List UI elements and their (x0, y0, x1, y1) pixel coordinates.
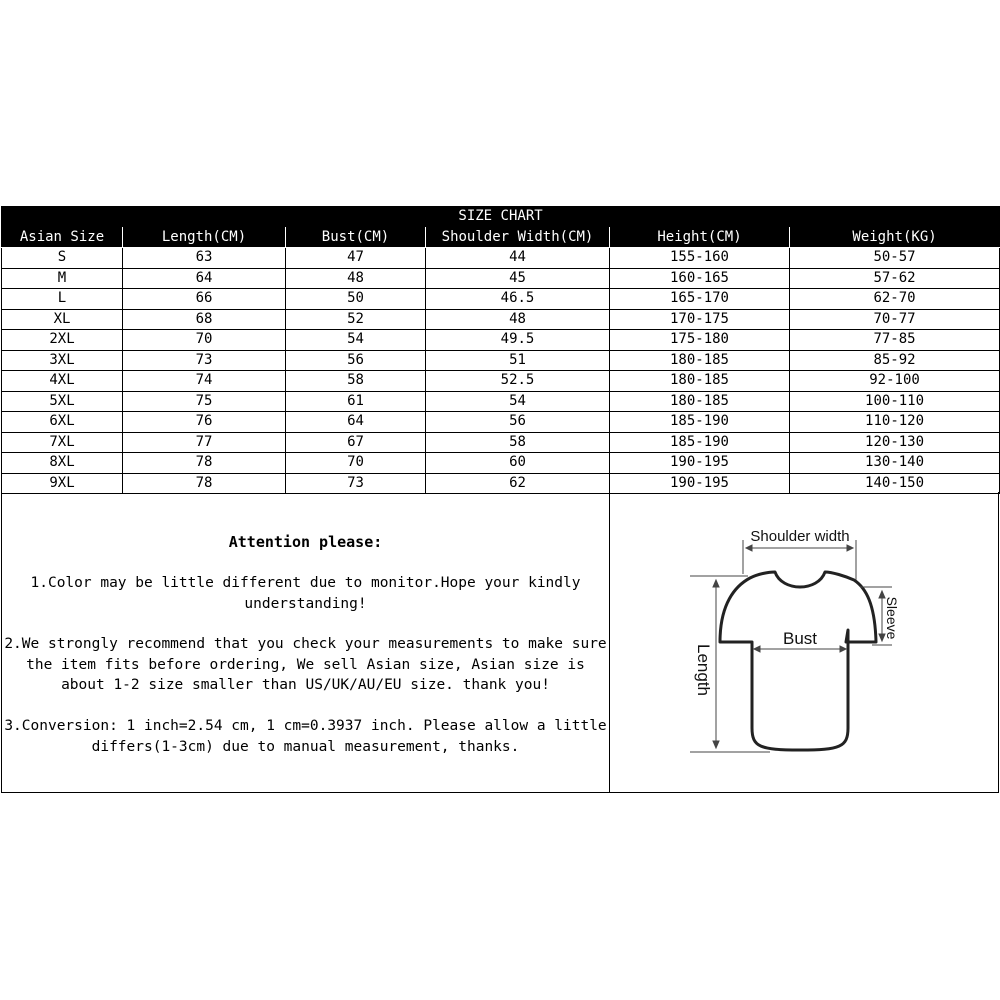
table-cell: 180-185 (610, 371, 790, 392)
table-cell: 2XL (2, 330, 123, 351)
table-cell: 85-92 (790, 350, 1000, 371)
table-cell: 120-130 (790, 432, 1000, 453)
column-header: Asian Size (2, 227, 123, 248)
table-cell: 56 (286, 350, 426, 371)
table-cell: 48 (286, 268, 426, 289)
table-cell: 180-185 (610, 350, 790, 371)
table-row (2, 289, 1000, 310)
note-conversion: 3.Conversion: 1 inch=2.54 cm, 1 cm=0.3937 inch. Please allow a little differs(1-3cm) due to manual measurement, thanks. (4, 718, 607, 755)
table-cell: 9XL (2, 473, 123, 494)
size-chart-table (1, 206, 1000, 494)
table-cell: 6XL (2, 412, 123, 433)
table-cell: 70-77 (790, 309, 1000, 330)
table-cell: 5XL (2, 391, 123, 412)
table-cell: 60 (426, 453, 610, 474)
column-header: Length(CM) (123, 227, 286, 248)
table-cell: 51 (426, 350, 610, 371)
table-row (2, 453, 1000, 474)
table-cell: 64 (286, 412, 426, 433)
column-header: Shoulder Width(CM) (426, 227, 610, 248)
table-row (2, 473, 1000, 494)
size-chart-title: SIZE CHART (2, 207, 1000, 227)
table-cell: 78 (123, 473, 286, 494)
table-cell: 68 (123, 309, 286, 330)
table-cell: 54 (426, 391, 610, 412)
measurement-diagram (610, 492, 998, 792)
table-row (2, 248, 1000, 269)
info-section (1, 492, 999, 793)
table-cell: 57-62 (790, 268, 1000, 289)
table-cell: 48 (426, 309, 610, 330)
table-row (2, 350, 1000, 371)
table-cell: 180-185 (610, 391, 790, 412)
column-header: Bust(CM) (286, 227, 426, 248)
table-row (2, 432, 1000, 453)
table-body (2, 248, 1000, 494)
table-cell: 58 (426, 432, 610, 453)
table-cell: 130-140 (790, 453, 1000, 474)
table-cell: 76 (123, 412, 286, 433)
table-row (2, 330, 1000, 351)
table-header-row (2, 227, 1000, 248)
table-cell: 50 (286, 289, 426, 310)
table-cell: 70 (123, 330, 286, 351)
table-cell: 78 (123, 453, 286, 474)
table-cell: 190-195 (610, 453, 790, 474)
table-cell: 175-180 (610, 330, 790, 351)
table-cell: 46.5 (426, 289, 610, 310)
size-chart (1, 206, 999, 494)
table-cell: 63 (123, 248, 286, 269)
table-cell: 58 (286, 371, 426, 392)
table-cell: 66 (123, 289, 286, 310)
table-cell: 170-175 (610, 309, 790, 330)
table-cell: 61 (286, 391, 426, 412)
table-cell: S (2, 248, 123, 269)
table-cell: 160-165 (610, 268, 790, 289)
table-cell: 140-150 (790, 473, 1000, 494)
table-cell: 70 (286, 453, 426, 474)
table-cell: 47 (286, 248, 426, 269)
table-cell: 7XL (2, 432, 123, 453)
table-cell: 185-190 (610, 412, 790, 433)
table-cell: 75 (123, 391, 286, 412)
column-header: Height(CM) (610, 227, 790, 248)
table-cell: 64 (123, 268, 286, 289)
table-cell: 49.5 (426, 330, 610, 351)
table-cell: 56 (426, 412, 610, 433)
table-cell: 92-100 (790, 371, 1000, 392)
table-cell: 165-170 (610, 289, 790, 310)
table-cell: 52.5 (426, 371, 610, 392)
table-cell: 73 (123, 350, 286, 371)
table-cell: 3XL (2, 350, 123, 371)
table-cell: 77 (123, 432, 286, 453)
note-measurements: 2.We strongly recommend that you check your measurements to make sure the item fits before ordering, We sell Asian size, Asian size is about 1-2 size smaller than US/UK/AU/EU size. thank you! (4, 636, 607, 693)
tshirt-outline (720, 572, 876, 750)
shoulder-width-label: Shoulder width (750, 528, 850, 545)
table-cell: 52 (286, 309, 426, 330)
note-color: 1.Color may be little different due to monitor.Hope your kindly understanding! (30, 575, 581, 612)
table-row (2, 391, 1000, 412)
table-row (2, 268, 1000, 289)
table-cell: 4XL (2, 371, 123, 392)
table-cell: 62 (426, 473, 610, 494)
table-cell: 77-85 (790, 330, 1000, 351)
table-cell: 155-160 (610, 248, 790, 269)
table-cell: 110-120 (790, 412, 1000, 433)
table-cell: 54 (286, 330, 426, 351)
table-cell: 190-195 (610, 473, 790, 494)
attention-heading: Attention please: (228, 533, 383, 551)
sleeve-label: Sleeve (884, 596, 900, 640)
table-cell: 100-110 (790, 391, 1000, 412)
table-cell: 45 (426, 268, 610, 289)
table-cell: 8XL (2, 453, 123, 474)
table-row (2, 309, 1000, 330)
table-cell: M (2, 268, 123, 289)
table-cell: 50-57 (790, 248, 1000, 269)
column-header: Weight(KG) (790, 227, 1000, 248)
bust-label: Bust (782, 629, 818, 648)
table-cell: L (2, 289, 123, 310)
table-cell: 44 (426, 248, 610, 269)
length-label: Length (694, 644, 713, 696)
table-cell: 185-190 (610, 432, 790, 453)
table-cell: 74 (123, 371, 286, 392)
table-cell: 67 (286, 432, 426, 453)
table-cell: 62-70 (790, 289, 1000, 310)
table-row (2, 412, 1000, 433)
attention-notes (2, 492, 610, 792)
table-cell: XL (2, 309, 123, 330)
table-row (2, 371, 1000, 392)
table-cell: 73 (286, 473, 426, 494)
